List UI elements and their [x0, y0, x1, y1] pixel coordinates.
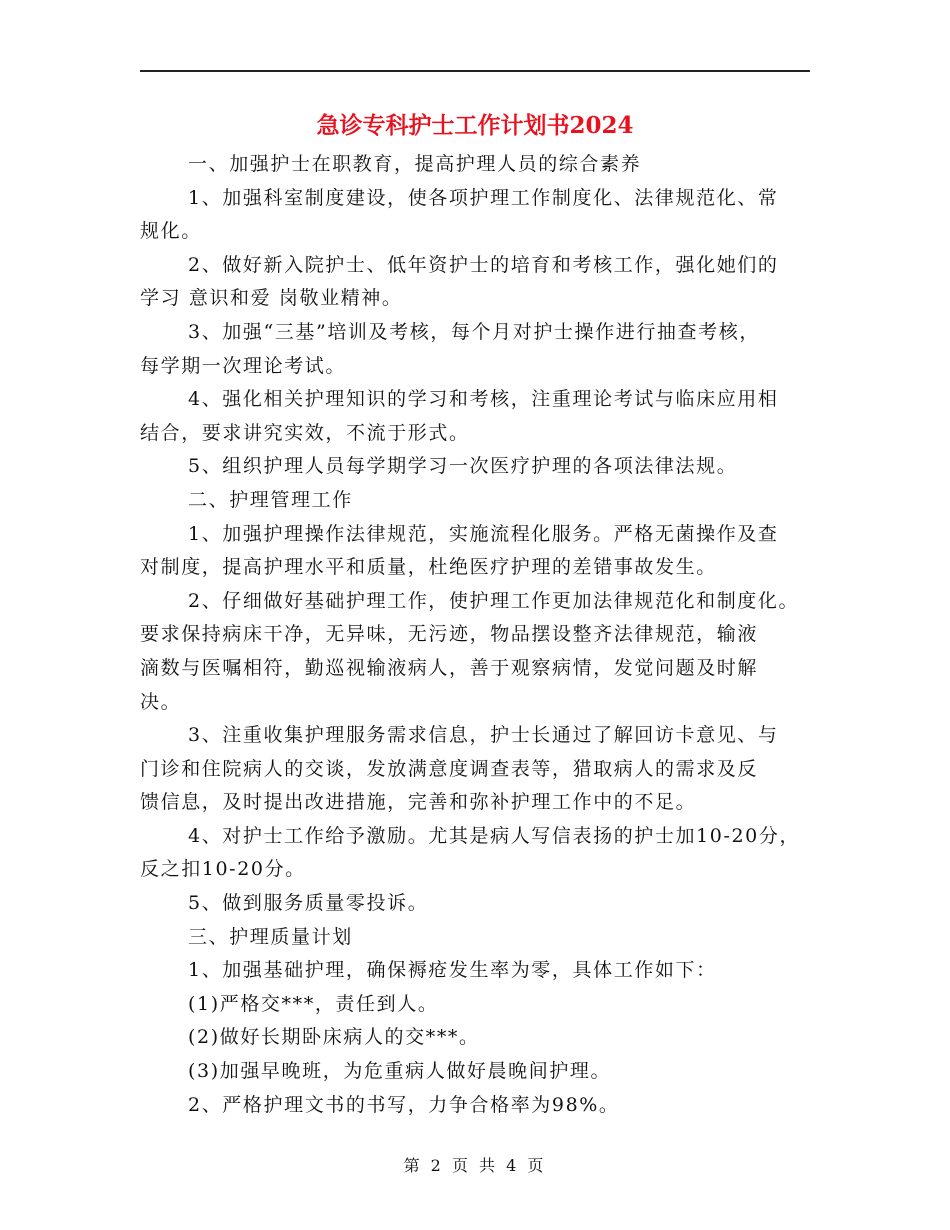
page-footer: 第 2 页 共 4 页: [403, 1156, 547, 1175]
paragraph-line: 5、做到服务质量零投诉。: [188, 892, 429, 915]
paragraph-line: 二、护理管理工作: [188, 488, 353, 511]
document-body: [140, 148, 820, 1122]
paragraph-line: 2、做好新入院护士、低年资护士的培育和考核工作，强化她们的: [188, 253, 779, 276]
paragraph-line: 一、加强护士在职教育，提高护理人员的综合素养: [188, 153, 642, 175]
paragraph-line: 馈信息，及时提出改进措施，完善和弥补护理工作中的不足。: [140, 791, 697, 814]
paragraph-line: 4、强化相关护理知识的学习和考核，注重理论考试与临床应用相: [188, 388, 779, 411]
paragraph-line: 1、加强基础护理，确保褥疮发生率为零，具体工作如下：: [188, 959, 717, 982]
paragraph-line: 3、注重收集护理服务需求信息，护士长通过了解回访卡意见、与: [188, 724, 779, 747]
paragraph-line: (2)做好长期卧床病人的交***。: [188, 1026, 480, 1049]
paragraph-line: 学习 意识和爱 岗敬业精神。: [140, 287, 403, 310]
paragraph-line: 决。: [140, 690, 182, 713]
paragraph-line: 1、加强科室制度建设，使各项护理工作制度化、法律规范化、常: [188, 186, 779, 209]
paragraph-line: 2、严格护理文书的书写，力争合格率为98%。: [188, 1093, 620, 1116]
paragraph-line: 5、组织护理人员每学期学习一次医疗护理的各项法律法规。: [188, 455, 738, 478]
paragraph-line: (3)加强早晚班，为危重病人做好晨晚间护理。: [188, 1060, 612, 1083]
paragraph-line: 2、仔细做好基础护理工作，使护理工作更加法律规范化和制度化。: [188, 589, 800, 612]
paragraph-line: 1、加强护理操作法律规范，实施流程化服务。严格无菌操作及查: [188, 522, 779, 545]
paragraph-line: 结合，要求讲究实效，不流于形式。: [140, 421, 470, 444]
paragraph-line: 每学期一次理论考试。: [140, 354, 347, 377]
paragraph-line: 对制度，提高护理水平和质量，杜绝医疗护理的差错事故发生。: [140, 556, 717, 579]
paragraph-line: 3、加强“三基”培训及考核，每个月对护士操作进行抽查考核，: [188, 320, 760, 343]
paragraph-line: 滴数与医嘱相符，勤巡视输液病人，善于观察病情，发觉问题及时解: [140, 656, 759, 679]
document-title: 急诊专科护士工作计划书2024: [316, 112, 634, 139]
paragraph-line: 要求保持病床干净，无异味，无污迹，物品摆设整齐法律规范，输液: [140, 623, 759, 646]
paragraph-line: 规化。: [140, 220, 202, 243]
header-rule: [140, 70, 810, 72]
paragraph-line: (1)严格交***，责任到人。: [188, 992, 439, 1015]
paragraph-line: 门诊和住院病人的交谈，发放满意度调查表等，猎取病人的需求及反: [140, 757, 759, 780]
paragraph-line: 反之扣10-20分。: [140, 858, 306, 881]
paragraph-line: 三、护理质量计划: [188, 925, 353, 948]
paragraph-line: 4、对护士工作给予激励。尤其是病人写信表扬的护士加10-20分，: [188, 824, 801, 847]
